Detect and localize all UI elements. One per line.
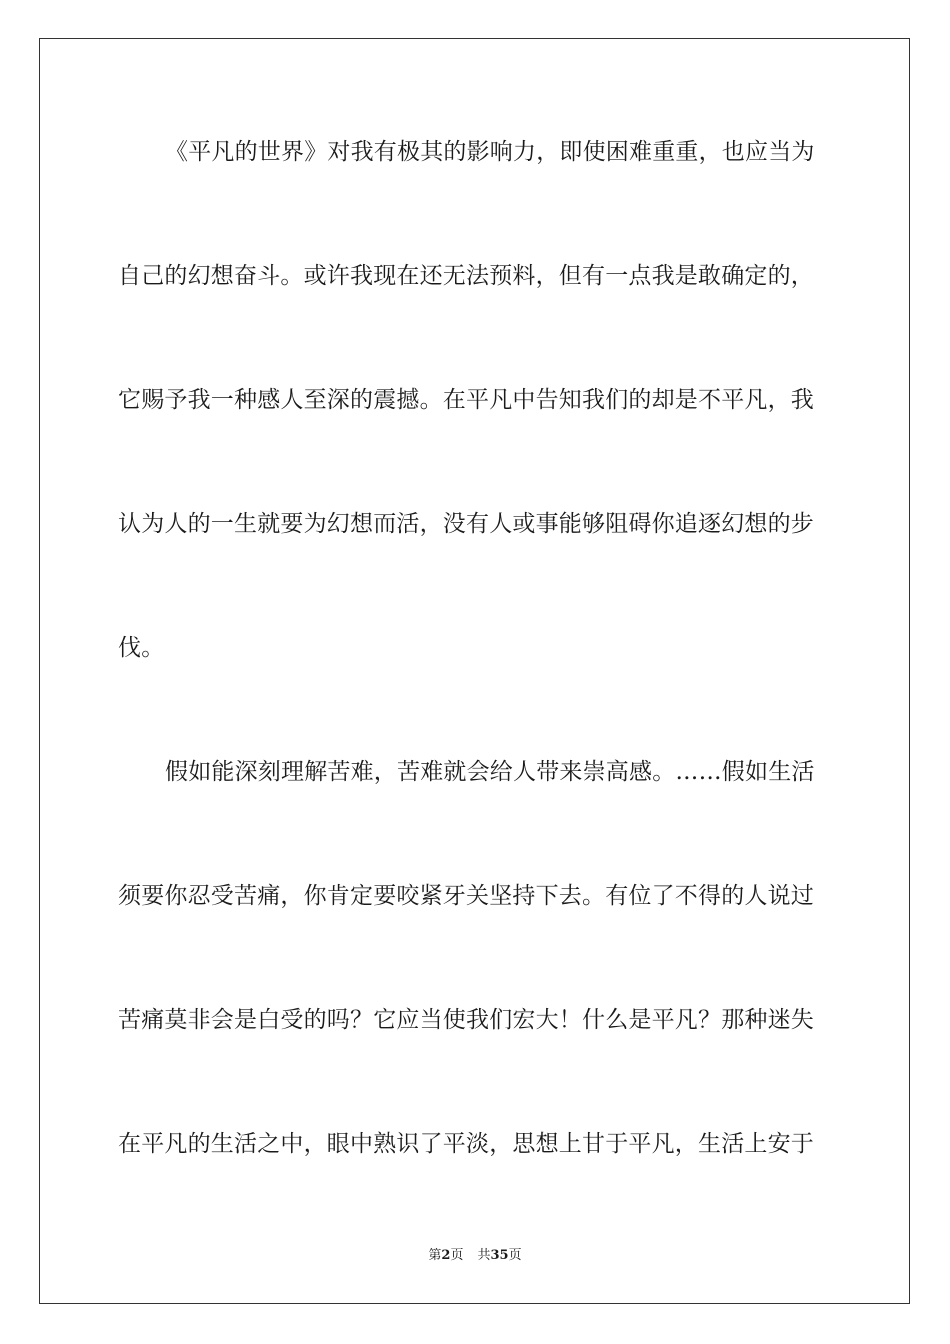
paragraph-1-line-4: 认为人的一生就要为幻想而活，没有人或事能够阻碍你追逐幻想的步 [118,511,814,537]
paragraph-2-line-2: 须要你忍受苦痛，你肯定要咬紧牙关坚持下去。有位了不得的人说过 [118,883,814,909]
total-suffix: 页 [508,1248,522,1263]
page-number: 2 [441,1248,451,1263]
page-footer [0,1247,950,1265]
paragraph-2-line-4: 在平凡的生活之中，眼中熟识了平淡，思想上甘于平凡，生活上安于 [118,1131,814,1157]
paragraph-1-line-5: 伐。 [118,635,165,661]
paragraph-2-line-1: 假如能深刻理解苦难，苦难就会给人带来崇高感。……假如生活 [165,759,815,785]
page-suffix: 页 [450,1248,464,1263]
page-border [39,38,910,1304]
paragraph-1-line-2: 自己的幻想奋斗。或许我现在还无法预料，但有一点我是敢确定的， [118,263,814,289]
total-prefix: 共 [477,1248,491,1263]
paragraph-1-line-3: 它赐予我一种感人至深的震撼。在平凡中告知我们的却是不平凡，我 [118,387,814,413]
page-prefix: 第 [428,1248,442,1263]
paragraph-2-line-3: 苦痛莫非会是白受的吗？它应当使我们宏大！什么是平凡？那种迷失 [118,1007,814,1033]
paragraph-1-line-1: 《平凡的世界》对我有极其的影响力，即使困难重重，也应当为 [165,139,815,165]
total-pages: 35 [490,1248,509,1263]
